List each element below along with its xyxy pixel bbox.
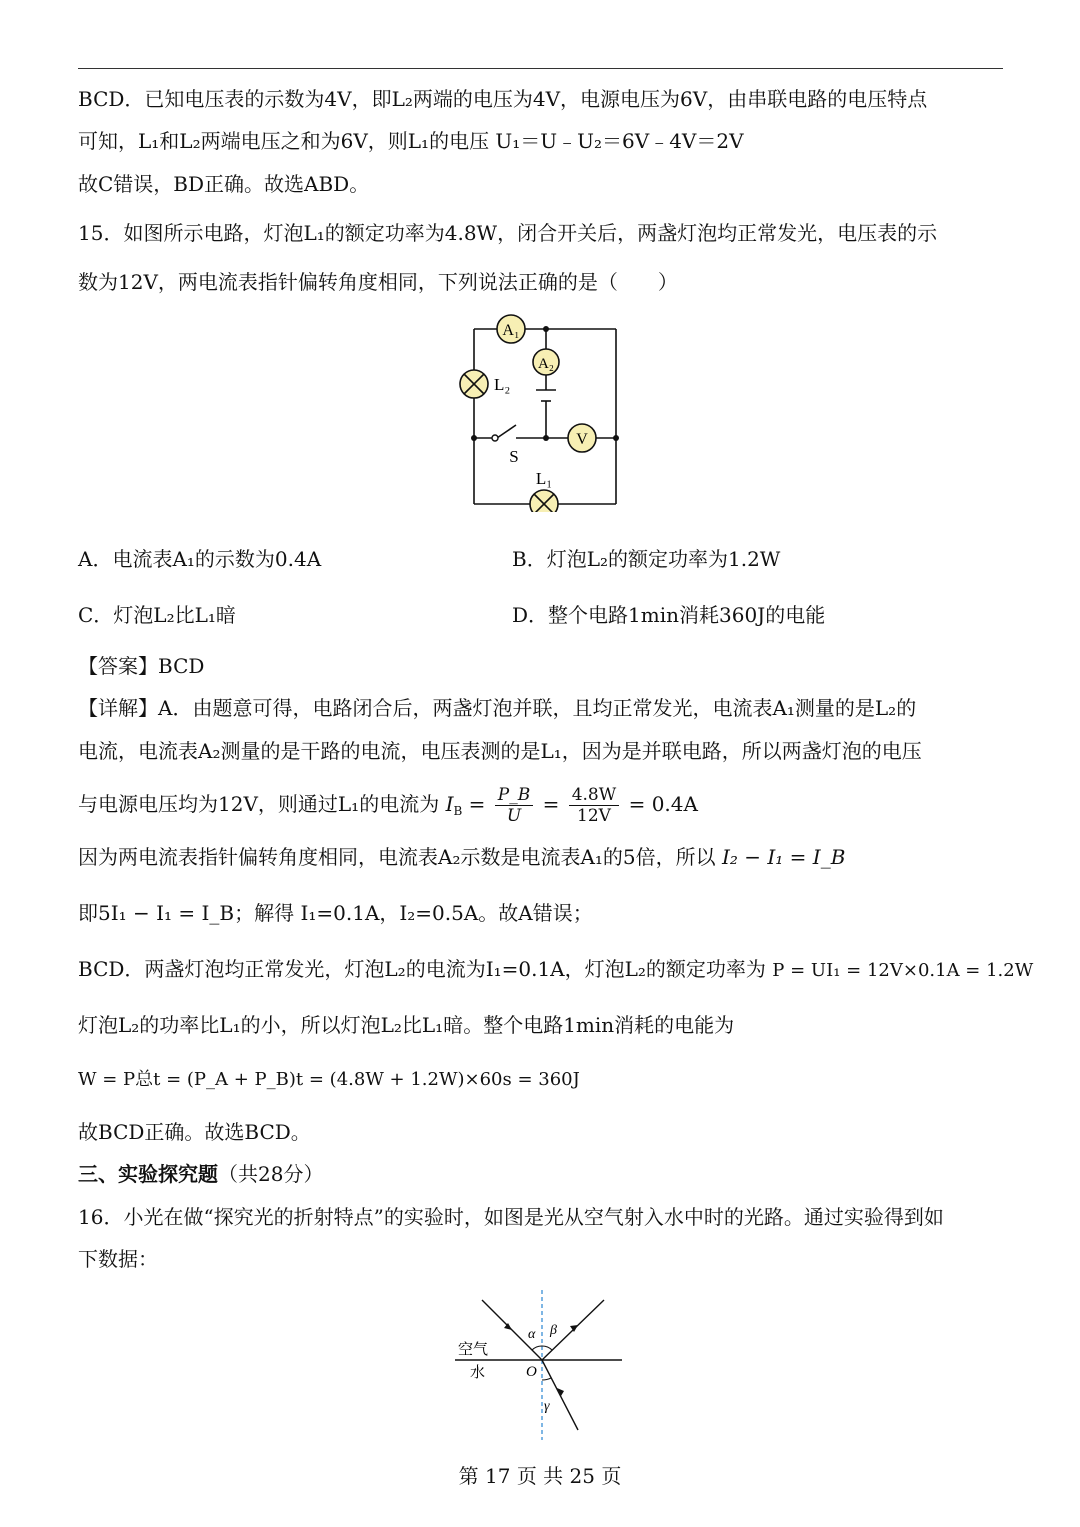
alpha-label: α [528,1327,536,1342]
formula-lhs: I [445,792,454,816]
text-line: 可知，L₁和L₂两端电压之和为6V，则L₁的电压 U₁＝U﹣U₂＝6V﹣4V＝2V [78,129,744,153]
option-c: C．灯泡L₂比L₁暗 [78,603,236,627]
lamp-l1-label: L₁ [535,469,553,488]
fraction-p-over-u: $\frac{P\_B}{U}$ [495,785,533,826]
text-line: BCD．已知电压表的示数为4V，即L₂两端的电压为4V，电源电压为6V，由串联电路的电压特点 [78,87,928,111]
detail-line: 因为两电流表指针偏转角度相同，电流表A₂示数是电流表A₁的5倍，所以 I₂ − I₁ = I_B [78,845,846,869]
option-d: D．整个电路1min消耗360J的电能 [512,603,826,627]
question-16-line-1: 16．小光在做“探究光的折射特点”的实验时，如图是光从空气射入水中时的光路。通过实验得到如 [78,1205,944,1229]
header-rule [78,68,1003,69]
section-score: （共28分） [218,1162,324,1186]
detail-line: BCD．两盏灯泡均正常发光，灯泡L₂的电流为I₁=0.1A，灯泡L₂的额定功率为 P = UI₁ = 12V×0.1A = 1.2W [78,957,1034,981]
question-16-line-2: 下数据： [78,1247,158,1271]
equation: P = UI₁ = 12V×0.1A = 1.2W [772,960,1034,981]
ammeter-a1-label: A₁ [502,322,520,339]
detail-line-formula: 与电源电压均为12V，则通过L₁的电流为 $I_B$ = $\frac{P\_B}{U}$ = $\frac{4.8W}{12V}$ = 0.4A [78,785,698,826]
gamma-label: γ [544,1399,550,1414]
detail-text: 与电源电压均为12V，则通过L₁的电流为 [78,792,440,816]
fraction-values: $\frac{4.8W}{12V}$ [569,785,620,826]
section-heading [78,1160,1008,1188]
page-footer: 第 17 页 共 25 页 [458,1464,622,1488]
voltmeter-label: V [576,431,588,448]
section-title: 三、实验探究题 [78,1162,218,1186]
beta-label: β [550,1323,557,1338]
detail-line: 【详解】A．由题意可得，电路闭合后，两盏灯泡并联，且均正常发光，电流表A₁测量的是L₂的 [78,696,917,720]
circuit-diagram [452,312,632,512]
energy-equation: W = P总t = (P_A + P_B)t = (4.8W + 1.2W)×60s = 360J [78,1069,580,1090]
formula-lhs-sub: B [453,804,463,818]
air-label: 空气 [458,1342,489,1358]
option-a: A．电流表A₁的示数为0.4A [78,547,322,571]
option-b: B．灯泡L₂的额定功率为1.2W [512,547,781,571]
question-15-line-2: 数为12V，两电流表指针偏转角度相同，下列说法正确的是（ ） [78,270,678,294]
answer: 【答案】BCD [78,654,205,678]
detail-line: 即5I₁ − I₁ = I_B；解得 I₁=0.1A，I₂=0.5A。故A错误； [78,901,593,925]
detail-line: 电流，电流表A₂测量的是干路的电流，电压表测的是L₁，因为是并联电路，所以两盏灯泡的电压 [78,739,922,763]
refraction-diagram [450,1288,630,1443]
detail-line: 灯泡L₂的功率比L₁的小，所以灯泡L₂比L₁暗。整个电路1min消耗的电能为 [78,1013,735,1037]
formula-result: = 0.4A [628,792,698,816]
lamp-l2-label: L₂ [494,375,511,394]
point-o-label: O [526,1364,537,1380]
switch-label: S [509,447,519,466]
question-15-line-1: 15．如图所示电路，灯泡L₁的额定功率为4.8W，闭合开关后，两盏灯泡均正常发光，电压表的示 [78,221,938,245]
equation: I₂ − I₁ = I_B [722,845,846,869]
text-line: 故C错误，BD正确。故选ABD。 [78,172,370,196]
water-label: 水 [470,1365,486,1381]
ammeter-a2-label: A₂ [537,356,555,372]
detail-line: 故BCD正确。故选BCD。 [78,1120,311,1144]
